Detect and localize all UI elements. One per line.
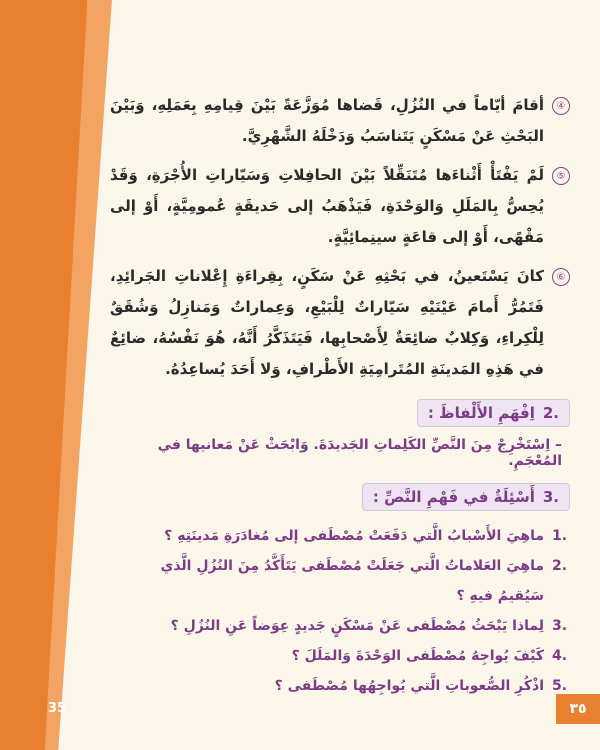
question-number: 1. [552, 528, 568, 544]
question-number: 2. [552, 558, 568, 574]
paragraph [110, 90, 570, 152]
question-item [110, 671, 570, 701]
question-item [110, 551, 570, 611]
page-content [110, 90, 570, 701]
section-number: 2. [542, 404, 559, 422]
section-heading [417, 399, 570, 427]
paragraph [110, 261, 570, 385]
section-number: 3. [542, 488, 559, 506]
question-item [110, 521, 570, 551]
section-vocabulary [110, 399, 570, 427]
question-item [110, 641, 570, 671]
question-text: لِماذا يَبْحَثُ مُصْطَفى عَنْ مَسْكَنٍ جَديدٍ عِوَضاً عَنِ النُزُلِ ؟ [170, 618, 544, 634]
section-heading [362, 483, 570, 511]
paragraph-number: ⑤ [552, 167, 570, 185]
page-number-left: 35 [48, 701, 67, 716]
question-number: 4. [552, 648, 568, 664]
page-number-right: ٣٥ [556, 694, 600, 724]
paragraph-text: لَمْ يَفْتَأْ أَثْناءَها مُتَنَقِّلاً بَيْنَ الحافِلاتِ وَسَيّاراتِ الأُجْرَةِ، وَقَدْ يُحِسُّ بِالمَلَلِ وَالوَحْدَةِ، فَيَذْهَبُ إلى حَديقَةٍ عُمومِيَّةٍ، أَوْ إلى مَقْهًى، أَوْ إلى قاعَةٍ سينِمائِيَّةٍ. [110, 166, 544, 246]
question-text: كَيْفَ يُواجِهُ مُصْطَفى الوَحْدَةَ وَالمَلَلَ ؟ [291, 648, 544, 664]
vocabulary-instruction: – اِسْتَخْرِجْ مِنَ النَّصِّ الكَلِماتِ الجَديدَةَ. وَابْحَثْ عَنْ مَعانيها في المُعْجَمِ. [157, 437, 562, 469]
section-title: أَسْئِلَةٌ في فَهْمِ النَّصِّ : [372, 488, 535, 506]
paragraph-number: ④ [552, 97, 570, 115]
question-number: 3. [552, 618, 568, 634]
section-title: اِفْهَمِ الأَلْفاظَ : [427, 404, 535, 422]
paragraph-text: أقامَ أيّاماً في النُزُلِ، قَضاها مُوَزَّعَةً بَيْنَ قِيامِهِ بِعَمَلِهِ، وَبَيْنَ البَحْثِ عَنْ مَسْكَنٍ يَتَناسَبُ وَدَخْلَهُ الشَّهْرِيَّ. [110, 96, 544, 145]
question-number: 5. [552, 678, 568, 694]
paragraph [110, 160, 570, 253]
question-text: اذْكُرِ الصُّعوباتِ الَّتي يُواجِهُها مُصْطَفى ؟ [274, 678, 544, 694]
section-comprehension [110, 483, 570, 511]
paragraph-number: ⑥ [552, 268, 570, 286]
question-text: ماهِيَ العَلاماتُ الَّتي جَعَلَتْ مُصْطَفى يَتَأَكَّدُ مِنَ النُزُلِ الَّذي سَيُقيمُ فيهِ ؟ [160, 558, 544, 604]
question-item [110, 611, 570, 641]
question-text: ماهِيَ الأَسْبابُ الَّتي دَفَعَتْ مُصْطَفى إلى مُغادَرَةِ مَدينَتِهِ ؟ [164, 528, 544, 544]
paragraph-text: كانَ يَسْتَعينُ، في بَحْثِهِ عَنْ سَكَنٍ، بِقِراءَةِ إِعْلاناتِ الجَرائِدِ، فَتَمُرُّ أَمامَ عَيْنَيْهِ سَيّاراتٌ لِلْبَيْعِ، وَعِماراتٌ وَمَنازِلُ وَشُقَقٌ لِلْكِراءِ، وَكِلابٌ ضائِعَةٌ لِأَصْحابِها، فَيَتَذَكَّرُ أَنَّهُ، هُوَ نَفْسُهُ، ضائِعٌ في هَذِهِ المَدينَةِ المُتَرامِيَةِ الأَطْرافِ، وَلا أَحَدَ يُساعِدُهُ. [110, 267, 544, 378]
